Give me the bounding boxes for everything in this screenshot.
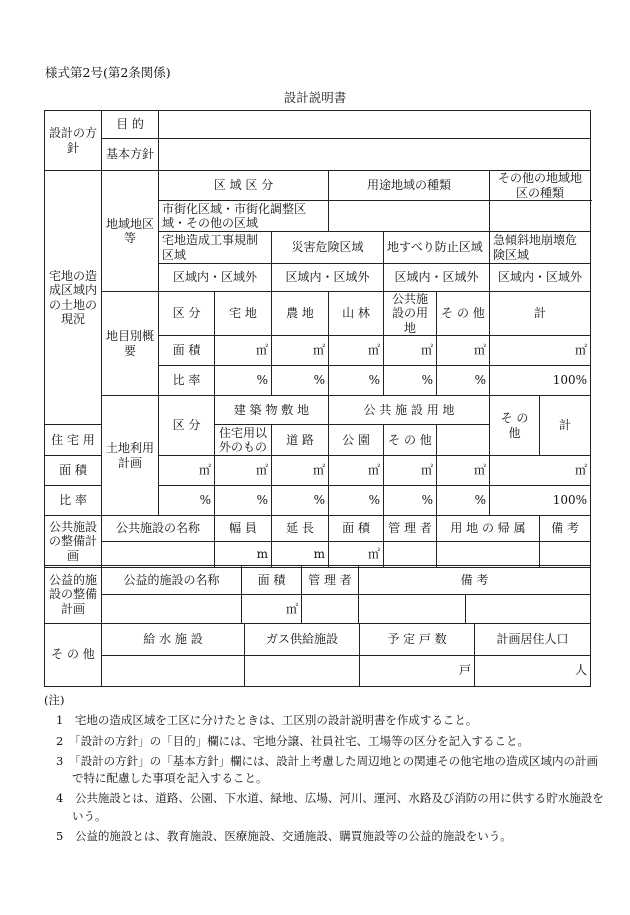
col-kubun: 区 分 xyxy=(159,292,215,336)
notes-section xyxy=(44,692,604,848)
use-district-field[interactable] xyxy=(329,201,490,232)
pb-manager-field[interactable] xyxy=(302,595,359,624)
building-site-header: 建 築 物 敷 地 xyxy=(215,396,329,425)
gas-supply-field[interactable] xyxy=(245,655,360,686)
area-unit[interactable]: ㎡ xyxy=(215,336,272,366)
disaster-inout: 区域内・区域外 xyxy=(272,264,384,292)
pf-manager-header: 管 理 者 xyxy=(384,516,437,542)
area-unit[interactable]: ㎡ xyxy=(272,336,329,366)
land-use-total: 計 xyxy=(540,396,591,456)
land-use-area-label: 面 積 xyxy=(45,456,102,486)
other-district-field[interactable] xyxy=(490,201,591,232)
gas-supply-header: ガス供給施設 xyxy=(245,623,360,655)
ratio-unit[interactable]: % xyxy=(272,486,329,516)
disaster-zone-label: 災害危険区域 xyxy=(272,232,384,264)
pf-land-ownership-header: 用 地 の 帰 属 xyxy=(437,516,540,542)
section-design-policy-label: 設計の方針 xyxy=(45,111,102,171)
area-unit[interactable]: ㎡ xyxy=(159,456,215,486)
steep-slope-inout: 区域内・区域外 xyxy=(490,264,591,292)
steep-slope-zone-label: 急傾斜地崩壊危険区域 xyxy=(490,232,591,264)
land-use-other: そ の 他 xyxy=(490,396,540,456)
ratio-unit[interactable]: % xyxy=(329,486,384,516)
ratio-unit[interactable]: % xyxy=(215,486,272,516)
section-land-use-label: 土地利用計画 xyxy=(102,396,159,516)
planned-population-field[interactable]: 人 xyxy=(475,655,591,686)
takuchi-zone-label: 宅地造成工事規制区域 xyxy=(159,232,272,264)
col-other: そ の 他 xyxy=(437,292,490,336)
zone-division-value: 市街化区域・市街化調整区域・その他の区域 xyxy=(159,201,329,232)
pf-ownership-field[interactable] xyxy=(437,542,540,568)
design-table-main xyxy=(44,110,591,568)
planned-households-field[interactable]: 戸 xyxy=(360,655,475,686)
col-takuchi: 宅 地 xyxy=(215,292,272,336)
pf-manager-field[interactable] xyxy=(384,542,437,568)
pf-area-header: 面 積 xyxy=(329,516,384,542)
other-table xyxy=(44,623,591,687)
note-item: 5 公益的施設とは、教育施設、医療施設、交通施設、購買施設等の公益的施設をいう。 xyxy=(56,828,512,843)
basic-policy-field[interactable] xyxy=(159,139,591,171)
note-item: 2 「設計の方針」の「目的」欄には、宅地分譲、社員社宅、工場等の区分を記入すること。 xyxy=(56,733,530,748)
area-unit[interactable]: ㎡ xyxy=(490,456,591,486)
basic-policy-label: 基本方針 xyxy=(102,139,159,171)
land-category-label: 地目別概要 xyxy=(102,292,159,396)
area-unit[interactable]: ㎡ xyxy=(384,336,437,366)
landslide-inout: 区域内・区域外 xyxy=(384,264,490,292)
area-unit[interactable]: ㎡ xyxy=(329,456,384,486)
ratio-unit[interactable]: % xyxy=(437,366,490,396)
ratio-unit[interactable]: % xyxy=(384,366,437,396)
other-district-header: その他の地域地区の種類 xyxy=(490,171,591,201)
pb-remarks-field[interactable] xyxy=(466,595,591,624)
public-other-col: そ の 他 xyxy=(384,425,437,456)
pf-area-field[interactable]: ㎡ xyxy=(329,542,384,568)
col-public-land: 公共施設の用地 xyxy=(384,292,437,336)
pb-remarks-field[interactable] xyxy=(359,595,466,624)
purpose-field[interactable] xyxy=(159,111,591,139)
non-residential-col: 住宅用以外のもの xyxy=(215,425,272,456)
pf-width-header: 幅 員 xyxy=(215,516,272,542)
note-item: 4 公共施設とは、道路、公園、下水道、緑地、広場、河川、運河、水路及び消防の用に供する貯水施設をいう。 xyxy=(56,791,604,823)
section-public-facility-label: 公共施設の整備計画 xyxy=(45,516,102,568)
area-row-label: 面 積 xyxy=(159,336,215,366)
planned-population-header: 計画居住人口 xyxy=(475,623,591,655)
area-districts-label: 地域地区等 xyxy=(102,171,159,292)
note-item: 1 宅地の造成区域を工区に分けたときは、工区別の設計説明書を作成すること。 xyxy=(56,713,478,728)
pb-name-field[interactable] xyxy=(102,595,242,624)
landslide-zone-label: 地すべり防止区域 xyxy=(384,232,490,264)
area-unit[interactable]: ㎡ xyxy=(490,336,591,366)
pb-remarks-header: 備 考 xyxy=(359,566,591,595)
ratio-total: 100% xyxy=(490,486,591,516)
area-unit[interactable]: ㎡ xyxy=(272,456,329,486)
col-nouchi: 農 地 xyxy=(272,292,329,336)
ratio-unit[interactable]: % xyxy=(384,486,437,516)
zone-division-header: 区 域 区 分 xyxy=(159,171,329,201)
notes-heading: (注) xyxy=(44,693,65,707)
ratio-unit[interactable]: % xyxy=(437,486,490,516)
area-unit[interactable]: ㎡ xyxy=(329,336,384,366)
pf-length-field[interactable]: m xyxy=(272,542,329,568)
land-use-kubun: 区 分 xyxy=(159,396,215,456)
pf-name-field[interactable] xyxy=(102,542,215,568)
purpose-label: 目 的 xyxy=(102,111,159,139)
park-col: 公 園 xyxy=(329,425,384,456)
form-number: 様式第2号(第2条関係) xyxy=(45,65,171,80)
pf-remarks-field[interactable] xyxy=(540,542,591,568)
pb-name-header: 公益的施設の名称 xyxy=(102,566,242,595)
area-unit[interactable]: ㎡ xyxy=(215,456,272,486)
ratio-unit[interactable]: % xyxy=(215,366,272,396)
pf-name-header: 公共施設の名称 xyxy=(102,516,215,542)
ratio-unit[interactable]: % xyxy=(159,486,215,516)
road-col: 道 路 xyxy=(272,425,329,456)
pf-remarks-header: 備 考 xyxy=(540,516,591,542)
document-title: 設計説明書 xyxy=(283,90,347,105)
use-district-header: 用途地域の種類 xyxy=(329,171,490,201)
area-unit[interactable]: ㎡ xyxy=(384,456,437,486)
ratio-unit[interactable]: % xyxy=(329,366,384,396)
section-land-status-label: 宅地の造成区域内の土地の現況 xyxy=(45,171,102,425)
pb-area-header: 面 積 xyxy=(242,566,302,595)
col-sanrin: 山 林 xyxy=(329,292,384,336)
pf-length-header: 延 長 xyxy=(272,516,329,542)
ratio-row-label: 比 率 xyxy=(159,366,215,396)
note-item: 3 「設計の方針」の「基本方針」欄には、設計上考慮した周辺地との関連その他宅地の造成区域内の計画で特に配慮した事項を記入すること。 xyxy=(56,753,599,785)
land-use-ratio-label: 比 率 xyxy=(45,486,102,516)
section-other-label: そ の 他 xyxy=(45,623,102,686)
public-benefit-table xyxy=(44,565,591,624)
col-total: 計 xyxy=(490,292,591,336)
pb-manager-header: 管 理 者 xyxy=(302,566,359,595)
pb-area-field[interactable]: ㎡ xyxy=(242,595,302,624)
area-unit[interactable]: ㎡ xyxy=(437,336,490,366)
ratio-unit[interactable]: % xyxy=(272,366,329,396)
water-supply-header: 給 水 施 設 xyxy=(102,623,245,655)
water-supply-field[interactable] xyxy=(102,655,245,686)
takuchi-inout: 区域内・区域外 xyxy=(159,264,272,292)
area-unit[interactable]: ㎡ xyxy=(437,456,490,486)
planned-households-header: 予 定 戸 数 xyxy=(360,623,475,655)
residential-col: 住 宅 用 xyxy=(45,425,102,456)
public-facility-land-header: 公 共 施 設 用 地 xyxy=(329,396,490,425)
ratio-total: 100% xyxy=(490,366,591,396)
pf-width-field[interactable]: m xyxy=(215,542,272,568)
section-public-benefit-label: 公益的施設の整備計画 xyxy=(45,566,102,624)
